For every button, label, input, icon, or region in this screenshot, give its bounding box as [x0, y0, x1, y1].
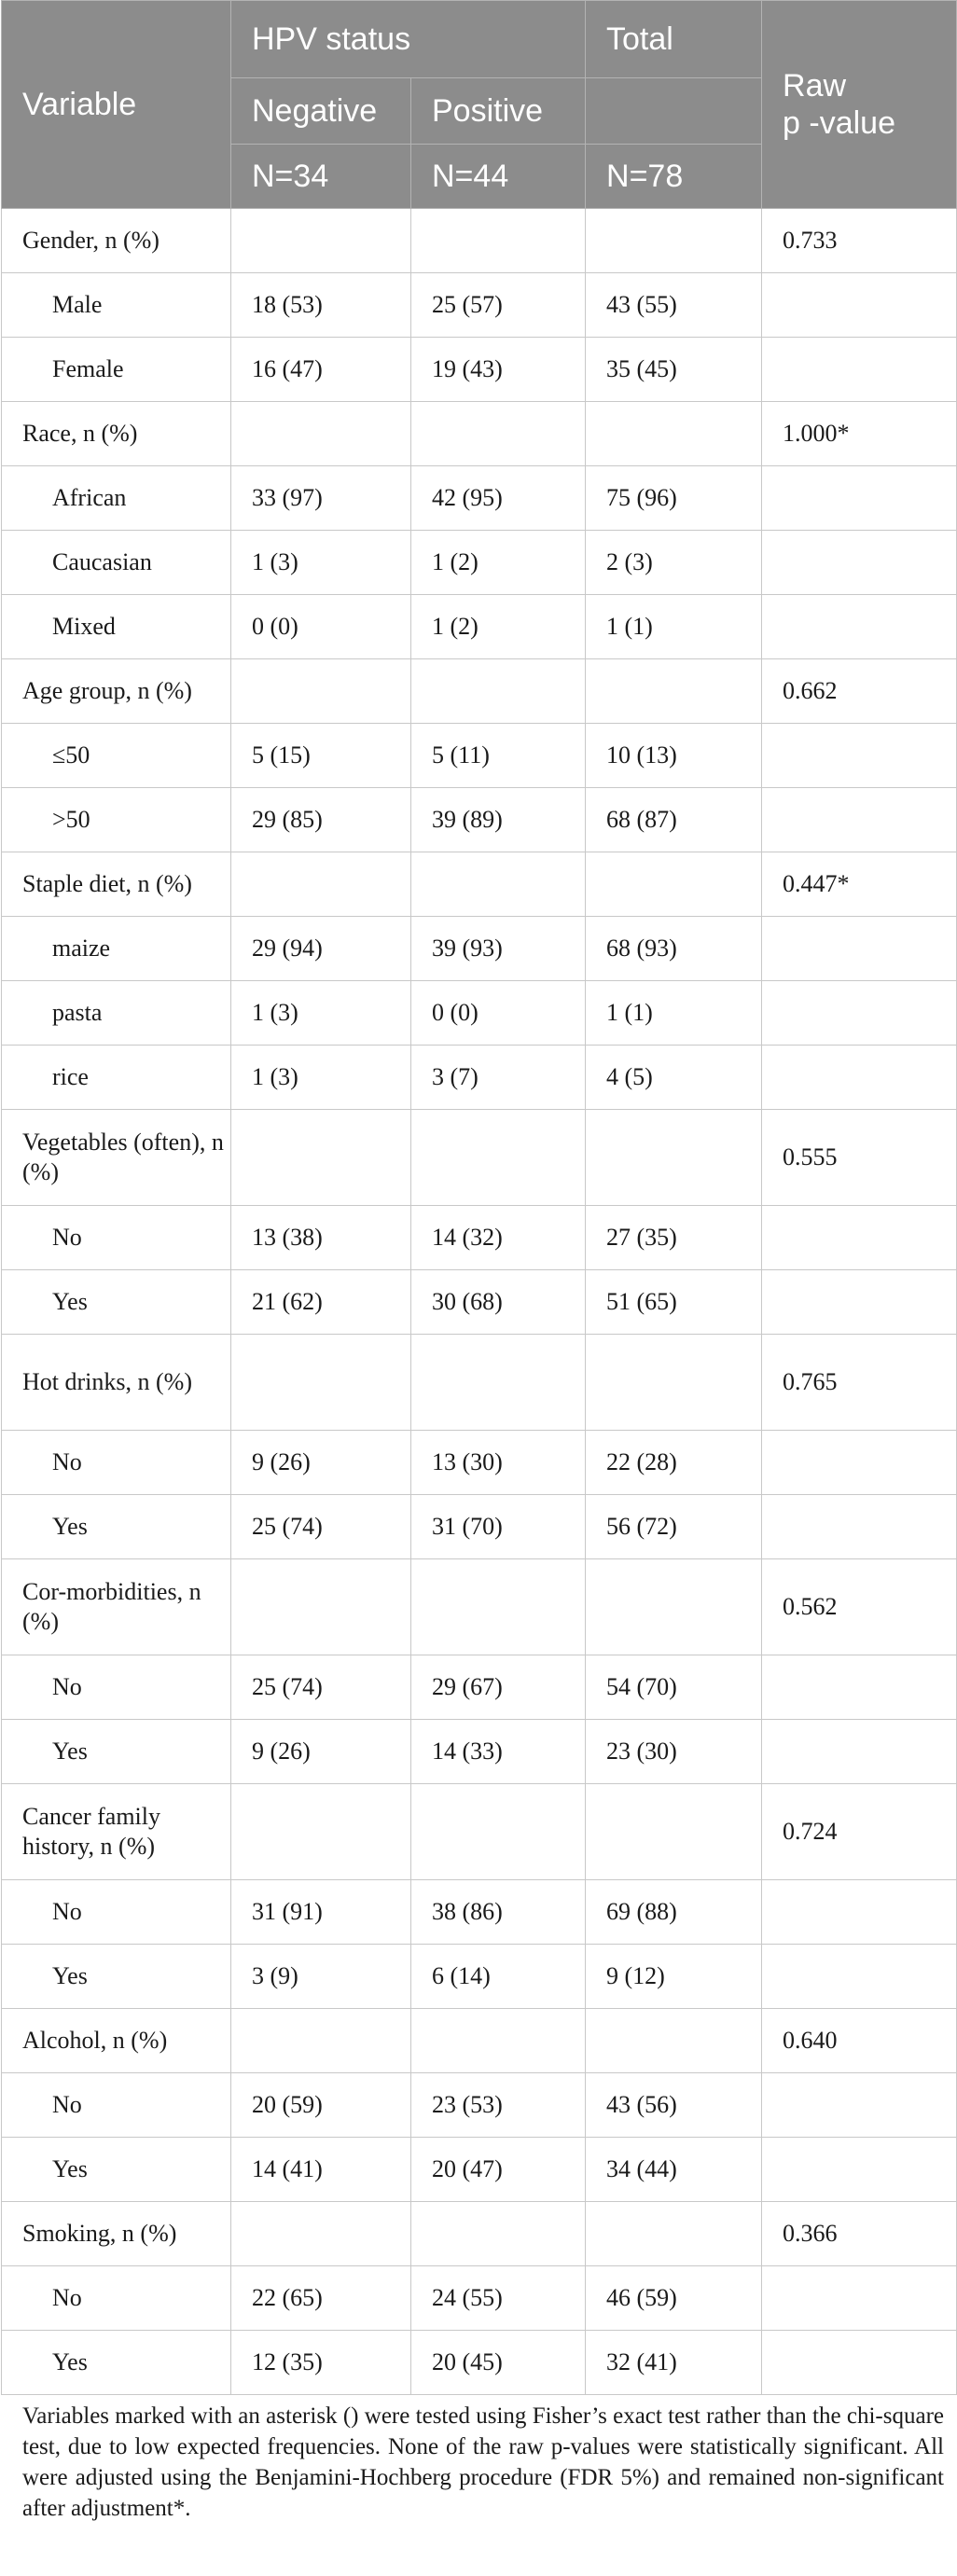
cell-negative [231, 209, 411, 273]
cell-total: 56 (72) [586, 1495, 762, 1559]
cell-variable: ≤50 [2, 724, 231, 788]
cell-total [586, 1335, 762, 1431]
table-row [2, 788, 957, 852]
table-row-category [2, 1110, 957, 1206]
cell-p-value [762, 466, 957, 531]
cell-variable: Race, n (%) [2, 402, 231, 466]
cell-positive: 6 (14) [411, 1945, 586, 2009]
cell-positive: 20 (47) [411, 2138, 586, 2202]
cell-positive: 14 (32) [411, 1206, 586, 1270]
cell-p-value: 1.000* [762, 402, 957, 466]
cell-positive [411, 402, 586, 466]
header-raw-p-line1: Raw [783, 68, 847, 104]
header-positive: Positive [411, 78, 586, 145]
cell-total: 32 (41) [586, 2331, 762, 2395]
cell-p-value [762, 2138, 957, 2202]
cell-p-value [762, 531, 957, 595]
cell-variable: African [2, 466, 231, 531]
table-row-category [2, 2009, 957, 2073]
cell-negative: 9 (26) [231, 1720, 411, 1784]
table-row [2, 1945, 957, 2009]
cell-negative [231, 1784, 411, 1880]
cell-positive: 0 (0) [411, 981, 586, 1046]
cell-p-value: 0.765 [762, 1335, 957, 1431]
cell-total [586, 852, 762, 917]
cell-variable: Cor-morbidities, n (%) [2, 1559, 231, 1655]
cell-negative [231, 1559, 411, 1655]
cell-negative: 18 (53) [231, 273, 411, 338]
cell-total: 1 (1) [586, 981, 762, 1046]
table-row-category [2, 1335, 957, 1431]
cell-p-value [762, 2266, 957, 2331]
cell-positive [411, 209, 586, 273]
cell-total: 23 (30) [586, 1720, 762, 1784]
cell-positive: 42 (95) [411, 466, 586, 531]
cell-positive [411, 2009, 586, 2073]
cell-total [586, 402, 762, 466]
cell-variable: Age group, n (%) [2, 659, 231, 724]
table-row [2, 1431, 957, 1495]
cell-positive: 20 (45) [411, 2331, 586, 2395]
cell-variable: Smoking, n (%) [2, 2202, 231, 2266]
cell-p-value [762, 1046, 957, 1110]
cell-variable: Vegetables (often), n (%) [2, 1110, 231, 1206]
cell-negative [231, 659, 411, 724]
cell-negative: 12 (35) [231, 2331, 411, 2395]
cell-variable: Yes [2, 2331, 231, 2395]
cell-p-value [762, 1945, 957, 2009]
cell-total [586, 209, 762, 273]
cell-variable: No [2, 2266, 231, 2331]
cell-negative: 1 (3) [231, 531, 411, 595]
cell-total: 4 (5) [586, 1046, 762, 1110]
cell-positive: 5 (11) [411, 724, 586, 788]
cell-p-value: 0.562 [762, 1559, 957, 1655]
table-row [2, 273, 957, 338]
cell-total: 35 (45) [586, 338, 762, 402]
cell-negative [231, 852, 411, 917]
cell-variable: No [2, 2073, 231, 2138]
cell-total: 10 (13) [586, 724, 762, 788]
cell-p-value [762, 1431, 957, 1495]
header-n-negative: N=34 [231, 145, 411, 209]
table-row [2, 338, 957, 402]
cell-p-value: 0.640 [762, 2009, 957, 2073]
cell-negative [231, 1110, 411, 1206]
cell-variable: Yes [2, 1270, 231, 1335]
cell-positive [411, 1110, 586, 1206]
header-raw-p-line2: p -value [783, 105, 895, 141]
table-row [2, 917, 957, 981]
cell-p-value: 0.662 [762, 659, 957, 724]
cell-total [586, 2009, 762, 2073]
cell-p-value [762, 724, 957, 788]
cell-total: 75 (96) [586, 466, 762, 531]
cell-total: 54 (70) [586, 1655, 762, 1720]
table-row [2, 595, 957, 659]
cell-negative: 33 (97) [231, 466, 411, 531]
cell-total [586, 1784, 762, 1880]
cell-positive: 13 (30) [411, 1431, 586, 1495]
header-negative: Negative [231, 78, 411, 145]
cell-variable: No [2, 1431, 231, 1495]
cell-p-value [762, 1206, 957, 1270]
header-variable: Variable [2, 1, 231, 209]
cell-negative: 14 (41) [231, 2138, 411, 2202]
cell-variable: rice [2, 1046, 231, 1110]
cell-variable: Male [2, 273, 231, 338]
cell-total: 43 (55) [586, 273, 762, 338]
cell-negative: 29 (85) [231, 788, 411, 852]
cell-total: 1 (1) [586, 595, 762, 659]
table-row-category [2, 659, 957, 724]
cell-negative: 1 (3) [231, 981, 411, 1046]
cell-total: 69 (88) [586, 1880, 762, 1945]
table-row [2, 466, 957, 531]
cell-p-value: 0.733 [762, 209, 957, 273]
cell-positive: 29 (67) [411, 1655, 586, 1720]
cell-negative: 25 (74) [231, 1495, 411, 1559]
cell-positive: 19 (43) [411, 338, 586, 402]
cell-negative [231, 2009, 411, 2073]
table-row [2, 2331, 957, 2395]
cell-positive [411, 1559, 586, 1655]
cell-total: 22 (28) [586, 1431, 762, 1495]
cell-negative: 29 (94) [231, 917, 411, 981]
cell-p-value [762, 1495, 957, 1559]
cell-negative: 22 (65) [231, 2266, 411, 2331]
table-footnote: Variables marked with an asterisk () were tested using Fisher’s exact test rather than the chi-square test, due to low expected frequencies. None of the raw p-values were statistically significant. All were adjusted using the Benjamini-Hochberg procedure (FDR 5%) and remained non-significant after adjustment*. [22, 2403, 944, 2521]
cell-positive: 39 (93) [411, 917, 586, 981]
cell-positive: 39 (89) [411, 788, 586, 852]
cell-p-value: 0.724 [762, 1784, 957, 1880]
cell-p-value [762, 273, 957, 338]
table-row [2, 2073, 957, 2138]
cell-positive: 38 (86) [411, 1880, 586, 1945]
table-row [2, 1720, 957, 1784]
cell-variable: Staple diet, n (%) [2, 852, 231, 917]
cell-negative: 21 (62) [231, 1270, 411, 1335]
cell-positive: 30 (68) [411, 1270, 586, 1335]
cell-positive [411, 852, 586, 917]
table-header [2, 1, 957, 209]
cell-variable: Yes [2, 1720, 231, 1784]
cell-p-value [762, 1270, 957, 1335]
cell-p-value [762, 595, 957, 659]
cell-total: 9 (12) [586, 1945, 762, 2009]
cell-positive: 25 (57) [411, 273, 586, 338]
cell-variable: No [2, 1206, 231, 1270]
header-n-positive: N=44 [411, 145, 586, 209]
header-n-total: N=78 [586, 145, 762, 209]
cell-positive: 14 (33) [411, 1720, 586, 1784]
cell-positive: 24 (55) [411, 2266, 586, 2331]
cell-total: 68 (93) [586, 917, 762, 981]
cell-variable: Alcohol, n (%) [2, 2009, 231, 2073]
cell-variable: No [2, 1655, 231, 1720]
cell-variable: Yes [2, 2138, 231, 2202]
table-row [2, 1655, 957, 1720]
cell-positive [411, 2202, 586, 2266]
table-body [2, 209, 957, 2395]
cell-positive: 23 (53) [411, 2073, 586, 2138]
cell-p-value: 0.366 [762, 2202, 957, 2266]
cell-negative: 5 (15) [231, 724, 411, 788]
cell-total [586, 659, 762, 724]
cell-total: 2 (3) [586, 531, 762, 595]
cell-total: 51 (65) [586, 1270, 762, 1335]
cell-p-value: 0.447* [762, 852, 957, 917]
cell-p-value [762, 1880, 957, 1945]
cell-negative: 16 (47) [231, 338, 411, 402]
cell-p-value: 0.555 [762, 1110, 957, 1206]
cell-negative: 1 (3) [231, 1046, 411, 1110]
cell-negative: 25 (74) [231, 1655, 411, 1720]
table-row [2, 1270, 957, 1335]
table-row-category [2, 1559, 957, 1655]
cell-negative: 13 (38) [231, 1206, 411, 1270]
header-hpv-status: HPV status [231, 1, 586, 78]
cell-positive [411, 1335, 586, 1431]
cell-total: 34 (44) [586, 2138, 762, 2202]
cell-negative: 31 (91) [231, 1880, 411, 1945]
cell-variable: Yes [2, 1495, 231, 1559]
header-total-blank [586, 78, 762, 145]
cell-variable: >50 [2, 788, 231, 852]
cell-total [586, 2202, 762, 2266]
cell-total: 68 (87) [586, 788, 762, 852]
cell-negative [231, 402, 411, 466]
cell-negative: 9 (26) [231, 1431, 411, 1495]
cell-positive: 1 (2) [411, 595, 586, 659]
table-row [2, 2138, 957, 2202]
cell-negative: 20 (59) [231, 2073, 411, 2138]
table-row [2, 1495, 957, 1559]
cell-total: 43 (56) [586, 2073, 762, 2138]
cell-variable: No [2, 1880, 231, 1945]
cell-p-value [762, 338, 957, 402]
table-row [2, 981, 957, 1046]
cell-negative: 0 (0) [231, 595, 411, 659]
table-row [2, 1046, 957, 1110]
table-row-category [2, 402, 957, 466]
cell-p-value [762, 1720, 957, 1784]
cell-variable: Cancer family history, n (%) [2, 1784, 231, 1880]
table-row [2, 2266, 957, 2331]
cell-negative [231, 1335, 411, 1431]
cell-variable: Hot drinks, n (%) [2, 1335, 231, 1431]
cell-total [586, 1110, 762, 1206]
cell-variable: Mixed [2, 595, 231, 659]
table-row [2, 1206, 957, 1270]
cell-p-value [762, 1655, 957, 1720]
hpv-status-table [1, 0, 957, 2395]
cell-positive [411, 1784, 586, 1880]
cell-variable: pasta [2, 981, 231, 1046]
header-total: Total [586, 1, 762, 78]
table-row [2, 724, 957, 788]
cell-variable: Yes [2, 1945, 231, 2009]
table-row-category [2, 1784, 957, 1880]
table-row-category [2, 2202, 957, 2266]
cell-p-value [762, 2331, 957, 2395]
table-row-category [2, 209, 957, 273]
cell-variable: maize [2, 917, 231, 981]
table-row-category [2, 852, 957, 917]
cell-p-value [762, 981, 957, 1046]
cell-p-value [762, 917, 957, 981]
cell-total: 46 (59) [586, 2266, 762, 2331]
cell-total [586, 1559, 762, 1655]
cell-variable: Female [2, 338, 231, 402]
cell-negative [231, 2202, 411, 2266]
cell-positive: 31 (70) [411, 1495, 586, 1559]
cell-variable: Gender, n (%) [2, 209, 231, 273]
cell-p-value [762, 788, 957, 852]
cell-negative: 3 (9) [231, 1945, 411, 2009]
cell-variable: Caucasian [2, 531, 231, 595]
cell-total: 27 (35) [586, 1206, 762, 1270]
cell-positive [411, 659, 586, 724]
cell-positive: 3 (7) [411, 1046, 586, 1110]
cell-p-value [762, 2073, 957, 2138]
table-row [2, 531, 957, 595]
table-row [2, 1880, 957, 1945]
cell-positive: 1 (2) [411, 531, 586, 595]
header-raw-p-value [762, 1, 957, 209]
